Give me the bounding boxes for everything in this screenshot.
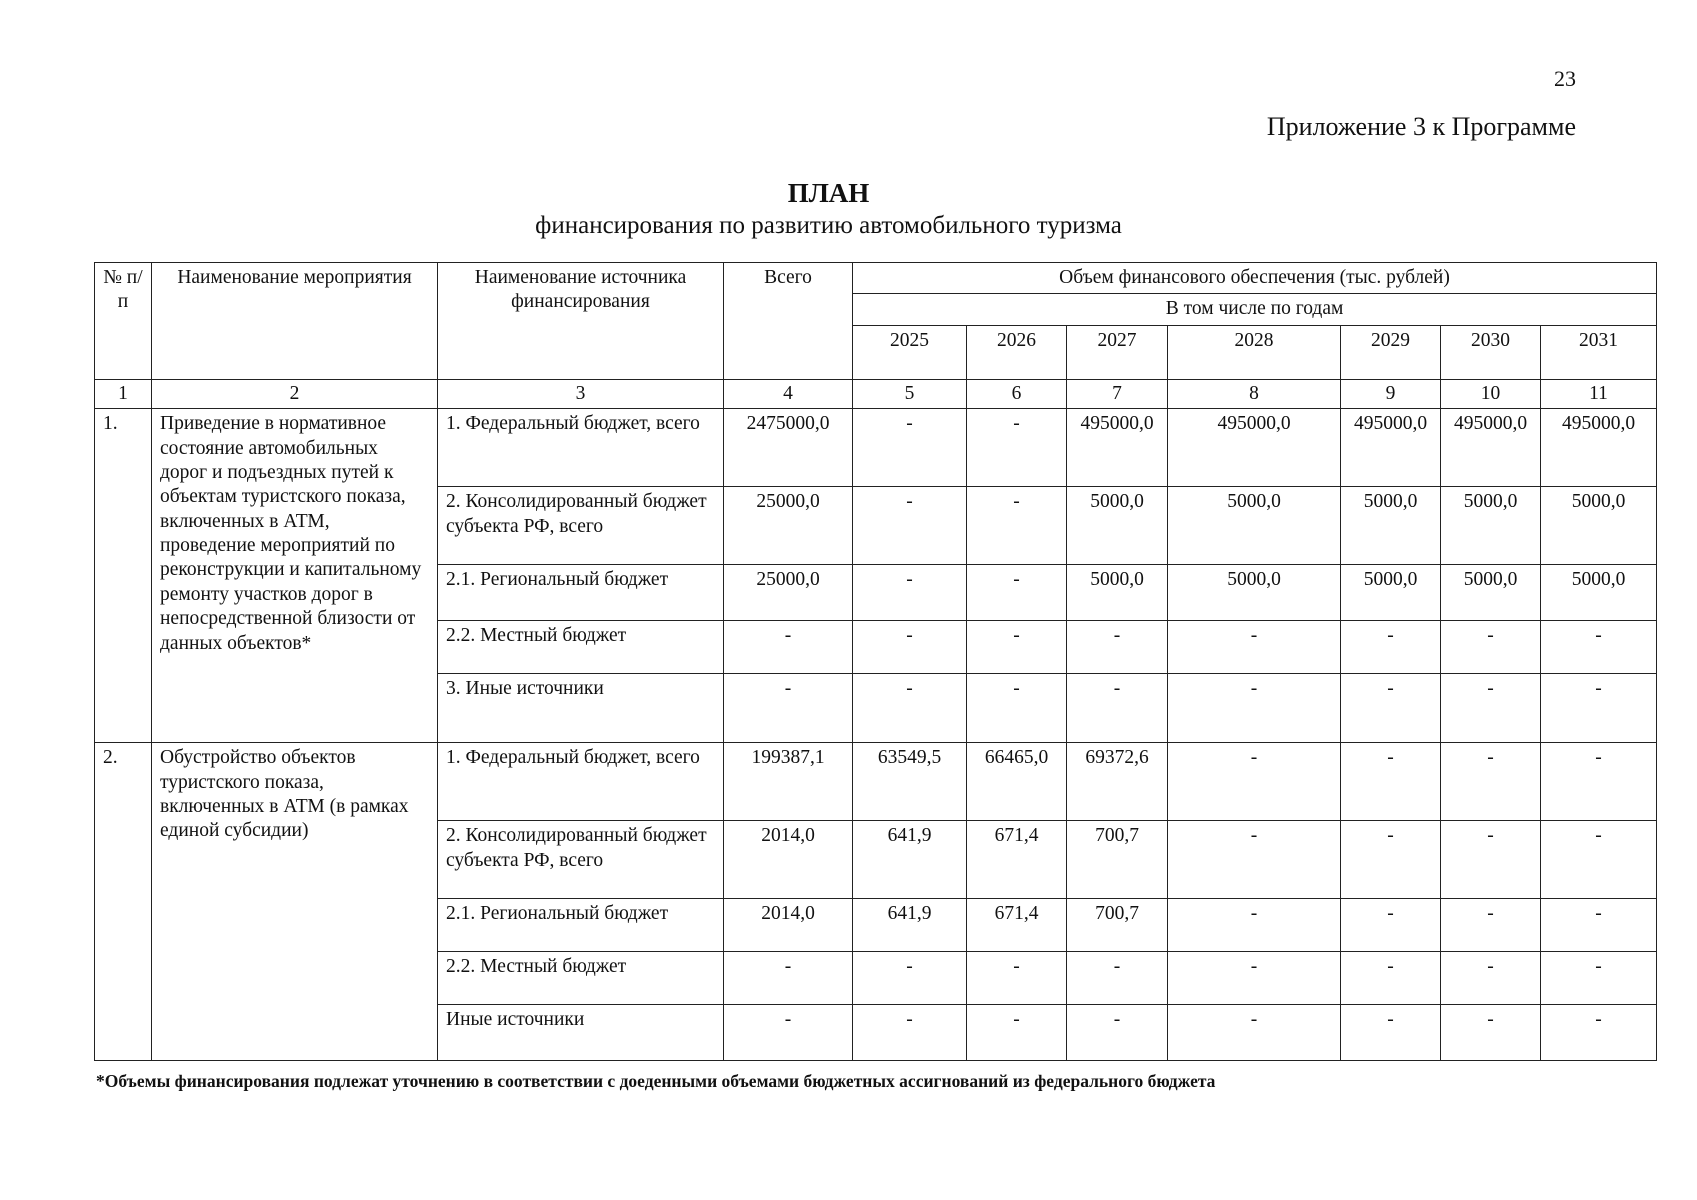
year-2029-value: -: [1341, 674, 1441, 743]
total-value: 25000,0: [724, 487, 853, 565]
year-2027-value: -: [1067, 952, 1168, 1005]
funding-source: 2.1. Региональный бюджет: [438, 565, 724, 621]
column-number: 6: [967, 379, 1067, 408]
header-year-2030: 2030: [1441, 325, 1541, 379]
year-2026-value: -: [967, 621, 1067, 674]
year-2030-value: 495000,0: [1441, 409, 1541, 487]
year-2029-value: -: [1341, 952, 1441, 1005]
funding-source: 3. Иные источники: [438, 674, 724, 743]
year-2028-value: -: [1168, 621, 1341, 674]
document-title: ПЛАН: [787, 178, 870, 208]
document-subtitle: финансирования по развитию автомобильного туризма: [535, 212, 1122, 239]
year-2026-value: 671,4: [967, 899, 1067, 952]
funding-source: 2.1. Региональный бюджет: [438, 899, 724, 952]
year-2029-value: -: [1341, 1005, 1441, 1061]
year-2026-value: 66465,0: [967, 743, 1067, 821]
year-2026-value: -: [967, 1005, 1067, 1061]
year-2028-value: -: [1168, 743, 1341, 821]
funding-source: 2.2. Местный бюджет: [438, 952, 724, 1005]
year-2025-value: 641,9: [853, 821, 967, 899]
year-2031-value: -: [1541, 821, 1657, 899]
year-2027-value: -: [1067, 674, 1168, 743]
column-number: 11: [1541, 379, 1657, 408]
year-2030-value: -: [1441, 899, 1541, 952]
appendix-label: Приложение 3 к Программе: [1266, 112, 1576, 141]
funding-source: 1. Федеральный бюджет, всего: [438, 743, 724, 821]
total-value: -: [724, 674, 853, 743]
year-2026-value: -: [967, 674, 1067, 743]
measure-name: Обустройство объектов туристского показа, включенных в АТМ (в рамках единой субсидии): [152, 743, 438, 1061]
header-year-2028: 2028: [1168, 325, 1341, 379]
header-year-2027: 2027: [1067, 325, 1168, 379]
year-2028-value: -: [1168, 674, 1341, 743]
header-year-2029: 2029: [1341, 325, 1441, 379]
year-2031-value: -: [1541, 621, 1657, 674]
year-2026-value: -: [967, 565, 1067, 621]
total-value: -: [724, 952, 853, 1005]
table-row: [95, 409, 1657, 487]
year-2031-value: 495000,0: [1541, 409, 1657, 487]
year-2030-value: -: [1441, 743, 1541, 821]
funding-source: 1. Федеральный бюджет, всего: [438, 409, 724, 487]
total-value: 2014,0: [724, 899, 853, 952]
funding-source: 2. Консолидированный бюджет субъекта РФ, всего: [438, 487, 724, 565]
column-numbering-row: [95, 379, 1657, 408]
year-2026-value: -: [967, 409, 1067, 487]
year-2025-value: -: [853, 409, 967, 487]
year-2029-value: 5000,0: [1341, 487, 1441, 565]
year-2030-value: -: [1441, 952, 1541, 1005]
year-2031-value: -: [1541, 674, 1657, 743]
year-2028-value: -: [1168, 821, 1341, 899]
year-2027-value: 69372,6: [1067, 743, 1168, 821]
year-2030-value: -: [1441, 674, 1541, 743]
column-number: 7: [1067, 379, 1168, 408]
year-2030-value: -: [1441, 1005, 1541, 1061]
year-2028-value: -: [1168, 952, 1341, 1005]
footnote: *Объемы финансирования подлежат уточнению в соответствии с доеденными объемами бюджетных ассигнований из федерального бюджета: [96, 1071, 1216, 1091]
year-2025-value: -: [853, 565, 967, 621]
year-2029-value: -: [1341, 621, 1441, 674]
year-2025-value: -: [853, 487, 967, 565]
year-2026-value: 671,4: [967, 821, 1067, 899]
year-2028-value: 5000,0: [1168, 565, 1341, 621]
year-2030-value: -: [1441, 821, 1541, 899]
header-year-2031: 2031: [1541, 325, 1657, 379]
year-2025-value: -: [853, 674, 967, 743]
total-value: 2014,0: [724, 821, 853, 899]
year-2029-value: -: [1341, 821, 1441, 899]
year-2031-value: -: [1541, 899, 1657, 952]
column-number: 2: [152, 379, 438, 408]
year-2031-value: -: [1541, 743, 1657, 821]
year-2025-value: 63549,5: [853, 743, 967, 821]
header-measure-name: Наименование мероприятия: [152, 263, 438, 380]
year-2027-value: 5000,0: [1067, 565, 1168, 621]
year-2025-value: 641,9: [853, 899, 967, 952]
header-by-years: В том числе по годам: [853, 294, 1657, 325]
year-2030-value: 5000,0: [1441, 487, 1541, 565]
year-2027-value: 700,7: [1067, 899, 1168, 952]
header-total: Всего: [724, 263, 853, 380]
year-2027-value: 5000,0: [1067, 487, 1168, 565]
column-number: 9: [1341, 379, 1441, 408]
year-2029-value: -: [1341, 743, 1441, 821]
header-funding-source: Наименование источника финансирования: [438, 263, 724, 380]
year-2028-value: 5000,0: [1168, 487, 1341, 565]
measure-name: Приведение в нормативное состояние автомобильных дорог и подъездных путей к объектам туристского показа, включенных в АТМ, проведение мероприятий по реконструкции и капитальному ремонту участков дорог в непосредственной близости от данных объектов*: [152, 409, 438, 743]
total-value: 199387,1: [724, 743, 853, 821]
measure-number: 1.: [95, 409, 152, 743]
year-2029-value: 5000,0: [1341, 565, 1441, 621]
year-2027-value: 700,7: [1067, 821, 1168, 899]
year-2027-value: -: [1067, 621, 1168, 674]
column-number: 5: [853, 379, 967, 408]
table-row: [95, 743, 1657, 821]
funding-source: Иные источники: [438, 1005, 724, 1061]
total-value: 2475000,0: [724, 409, 853, 487]
year-2030-value: -: [1441, 621, 1541, 674]
measure-number: 2.: [95, 743, 152, 1061]
header-no: № п/п: [95, 263, 152, 380]
total-value: 25000,0: [724, 565, 853, 621]
year-2025-value: -: [853, 952, 967, 1005]
header-year-2025: 2025: [853, 325, 967, 379]
total-value: -: [724, 1005, 853, 1061]
funding-source: 2. Консолидированный бюджет субъекта РФ, всего: [438, 821, 724, 899]
column-number: 10: [1441, 379, 1541, 408]
year-2026-value: -: [967, 952, 1067, 1005]
year-2028-value: 495000,0: [1168, 409, 1341, 487]
year-2027-value: -: [1067, 1005, 1168, 1061]
financing-plan-table: [94, 262, 1657, 1061]
year-2029-value: 495000,0: [1341, 409, 1441, 487]
header-year-2026: 2026: [967, 325, 1067, 379]
year-2025-value: -: [853, 621, 967, 674]
funding-source: 2.2. Местный бюджет: [438, 621, 724, 674]
column-number: 3: [438, 379, 724, 408]
year-2028-value: -: [1168, 899, 1341, 952]
header-financing-volume: Объем финансового обеспечения (тыс. рублей): [853, 263, 1657, 294]
year-2027-value: 495000,0: [1067, 409, 1168, 487]
page-number: 23: [1554, 66, 1576, 91]
column-number: 8: [1168, 379, 1341, 408]
year-2031-value: -: [1541, 952, 1657, 1005]
year-2025-value: -: [853, 1005, 967, 1061]
column-number: 1: [95, 379, 152, 408]
year-2026-value: -: [967, 487, 1067, 565]
column-number: 4: [724, 379, 853, 408]
year-2030-value: 5000,0: [1441, 565, 1541, 621]
year-2029-value: -: [1341, 899, 1441, 952]
year-2031-value: -: [1541, 1005, 1657, 1061]
year-2031-value: 5000,0: [1541, 565, 1657, 621]
year-2031-value: 5000,0: [1541, 487, 1657, 565]
total-value: -: [724, 621, 853, 674]
year-2028-value: -: [1168, 1005, 1341, 1061]
